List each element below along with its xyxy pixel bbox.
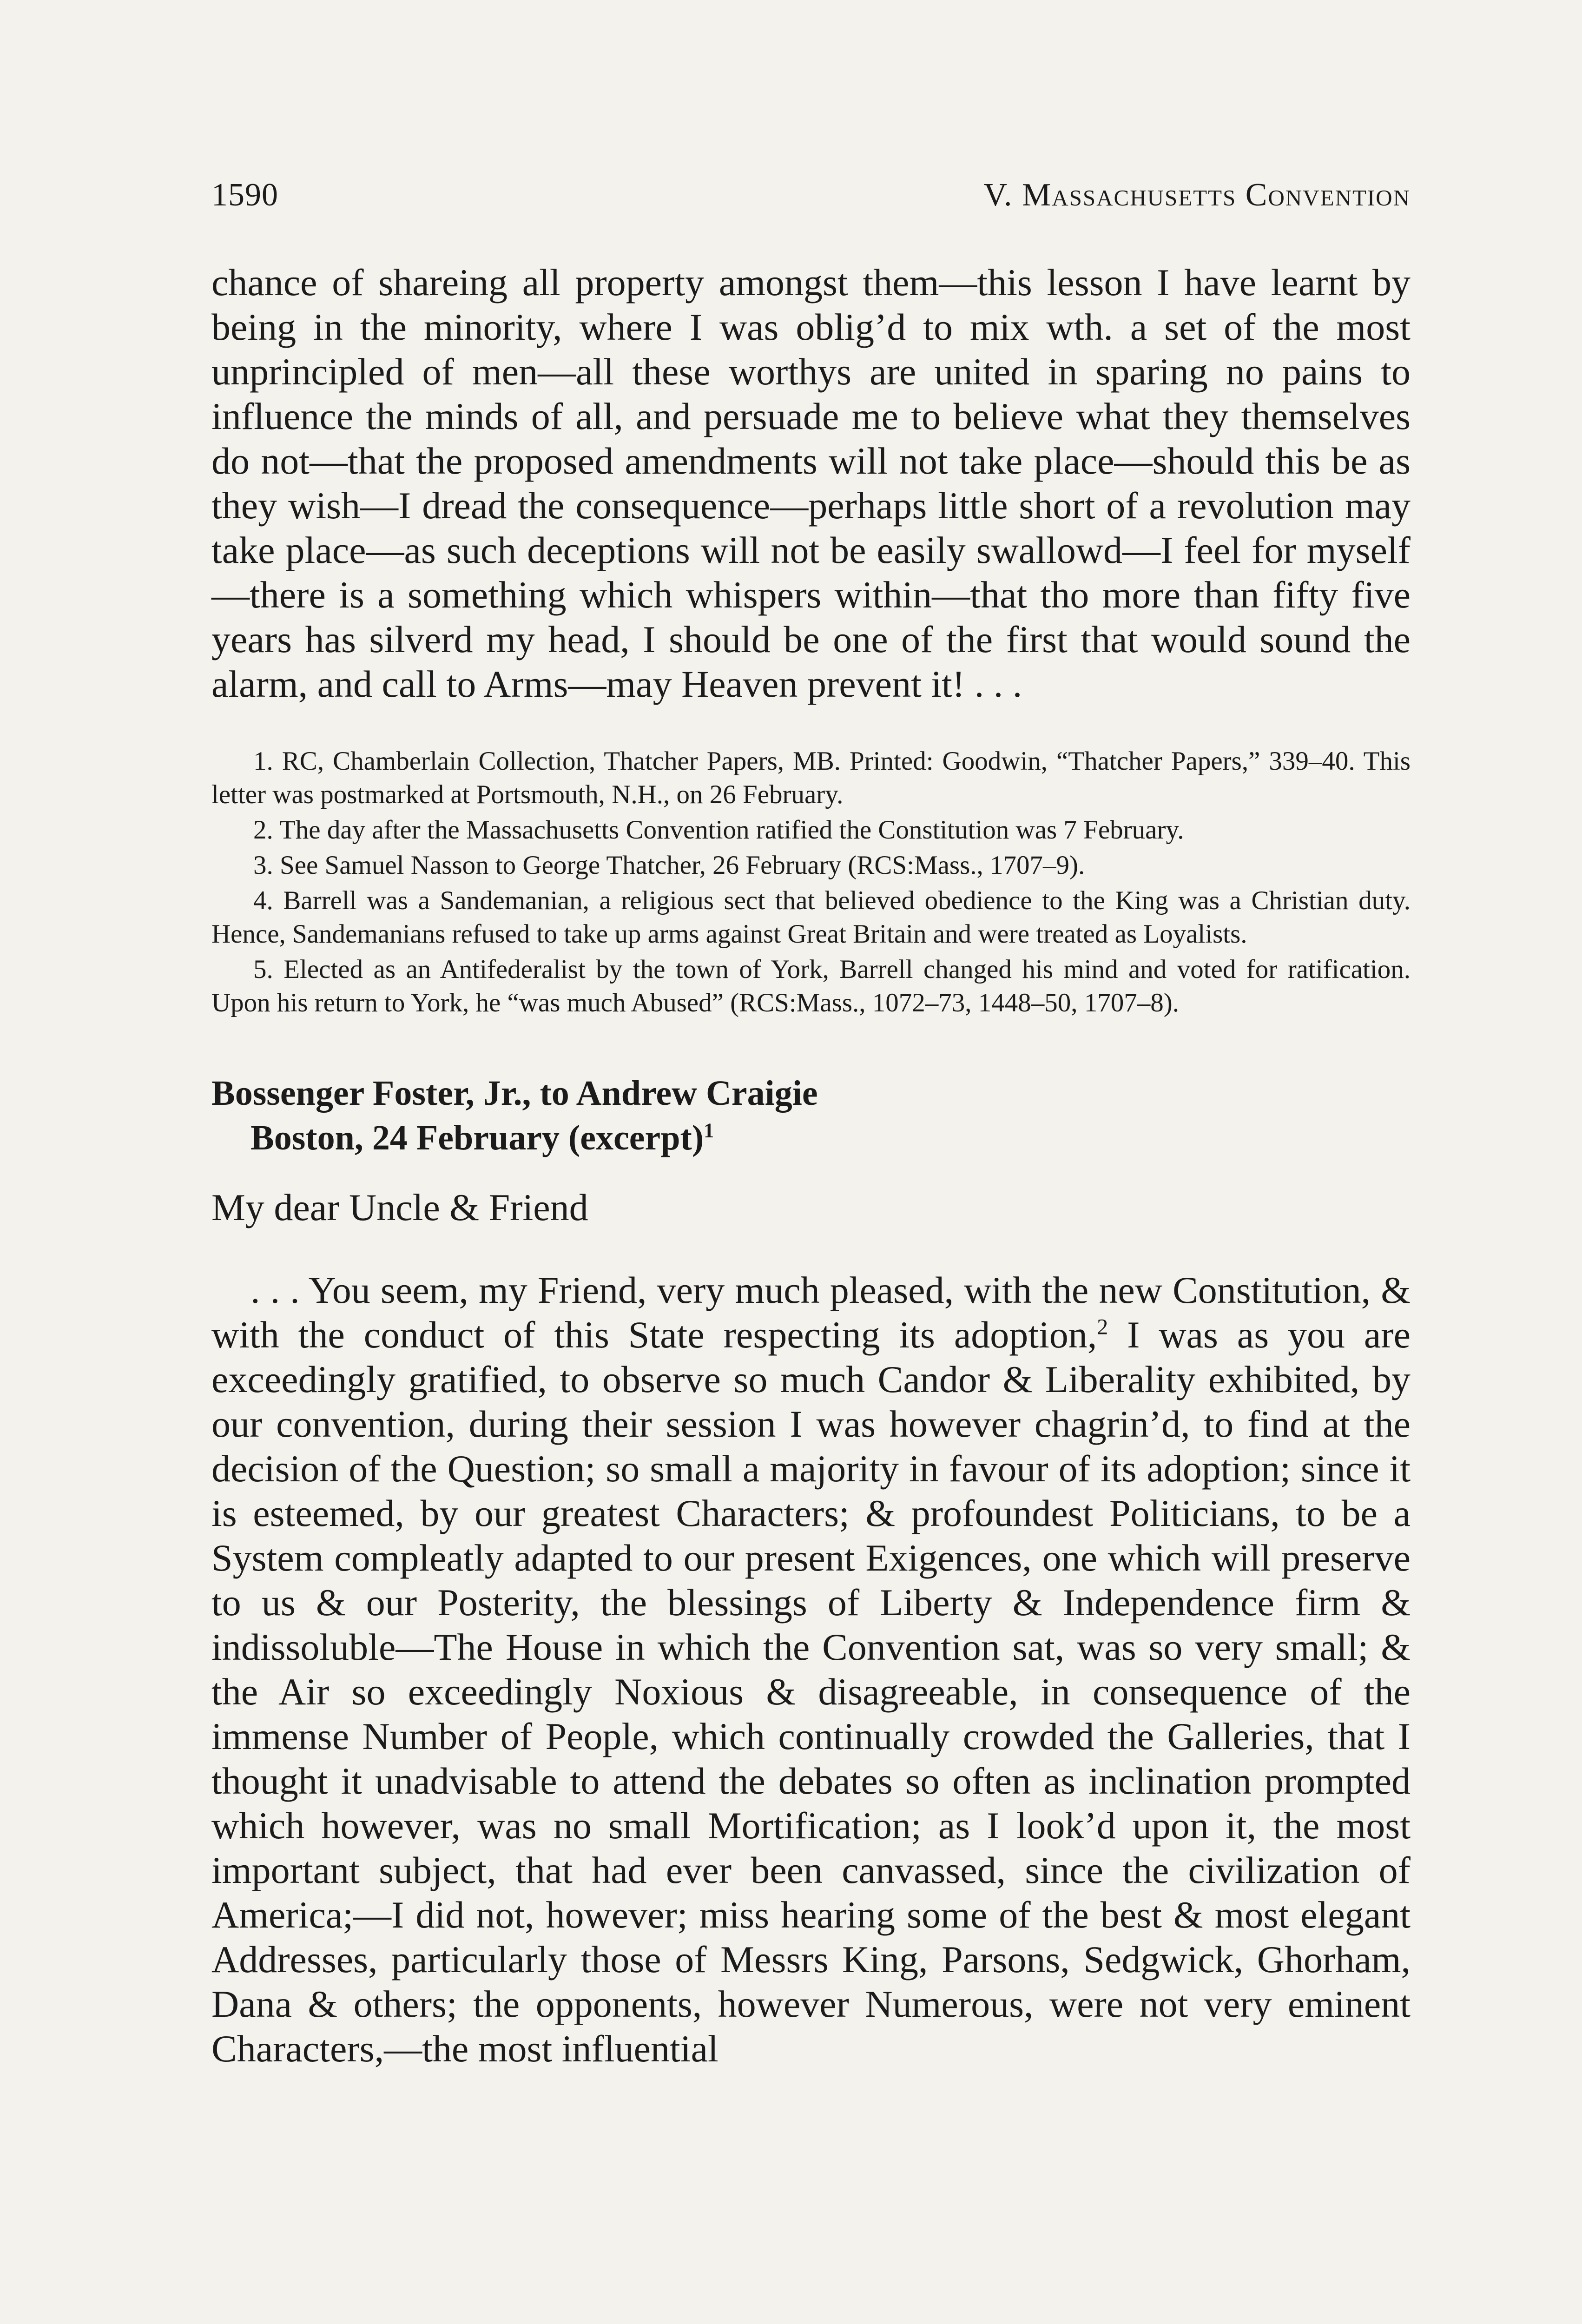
document-page — [211, 177, 1411, 2109]
footnote-marker: 1 — [704, 1119, 714, 1142]
page-number: 1590 — [211, 177, 278, 213]
continued-letter-text: chance of shareing all property amongst them—this lesson I have learnt by being in the minority, where I was oblig’d to mix wth. a set of the most unprincipled of men—all these worthys are united in sparing no pains to influence the minds of all, and persuade me to believe what they themselves do not—that the proposed amendments will not take place—should this be as they wish—I dread the consequence—perhaps little short of a revolution may take place—as such deceptions will not be easily swallowd—I feel for myself—there is a something which whispers within—that tho more than fifty five years has silverd my head, I should be one of the first that would sound the alarm, and call to Arms—may Heaven prevent it! . . . — [211, 261, 1411, 705]
letter-heading — [211, 1071, 1411, 1160]
footnote: 3. See Samuel Nasson to George Thatcher, 26 February (RCS:Mass., 1707–9). — [253, 851, 1085, 880]
letter-body-text: I was as you are exceedingly gratified, to observe so much Candor & Liberality exhibited, by our convention, during their session I was however chagrin’d, to find at the decision of the Question; so small a majority in favour of its adoption; since it is esteemed, by our greatest Characters; & profoundest Politicians, to be a System compleatly adapted to our present Exigences, one which will preserve to us & our Posterity, the blessings of Liberty & Independence firm & indissoluble—The House in which the Convention sat, was so very small; & the Air so exceedingly Noxious & disagreeable, in consequence of the immense Number of People, which continually crowded the Galleries, that I thought it unadvisable to attend the debates so often as inclination prompted which however, was no small Mortification; as I look’d upon it, the most important subject, that had ever been canvassed, since the civilization of America;—I did not, however; miss hearing some of the best & most elegant Addresses, particularly those of Messrs King, Parsons, Sedgwick, Ghorham, Dana & others; the opponents, however Numerous, were not very eminent Characters,—the most influential — [211, 1314, 1411, 2070]
footnote: 1. RC, Chamberlain Collection, Thatcher Papers, MB. Printed: Goodwin, “Thatcher Papers,” 339–40. This letter was postmarked at Portsmouth, N.H., on 26 February. — [211, 746, 1411, 809]
letter-body — [211, 1268, 1411, 2071]
letter-heading-title: Bossenger Foster, Jr., to Andrew Craigie — [211, 1074, 818, 1113]
section-title: V. Massachusetts Convention — [983, 177, 1411, 213]
running-head — [211, 177, 1411, 223]
letter-heading-dateline — [211, 1116, 1411, 1160]
footnote: 5. Elected as an Antifederalist by the town of York, Barrell changed his mind and voted for ratification. Upon his return to York, he “was much Abused” (RCS:Mass., 1072–73, 1448–50, 1707–8). — [211, 955, 1411, 1017]
footnote: 2. The day after the Massachusetts Convention ratified the Constitution was 7 February. — [253, 815, 1184, 845]
letter-dateline-text: Boston, 24 February (excerpt) — [250, 1118, 704, 1157]
letter-body-text: . . . You seem, my Friend, very much pleased, with the new Constitution, & with the conduct of this State respecting its adoption, — [211, 1269, 1411, 1356]
footnotes — [211, 745, 1411, 1020]
footnote-marker: 2 — [1097, 1314, 1108, 1340]
letter-salutation: My dear Uncle & Friend — [211, 1186, 588, 1228]
footnote: 4. Barrell was a Sandemanian, a religious sect that believed obedience to the King was a Christian duty. Hence, Sandemanians refused to take up arms against Great Britain and were treated as Loyalists. — [211, 886, 1411, 949]
